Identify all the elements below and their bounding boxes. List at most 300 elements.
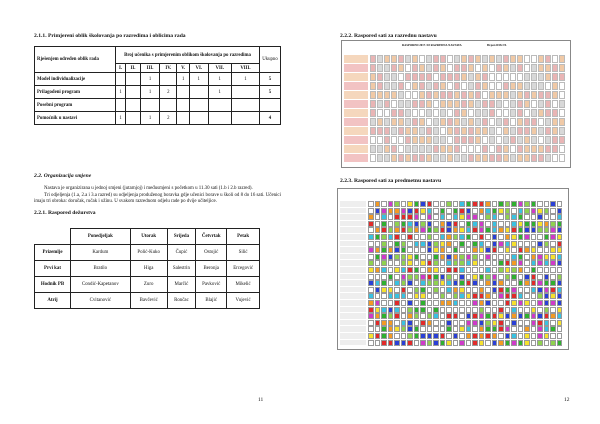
subject-schedule-cell [459, 221, 465, 227]
subject-schedule-cell [420, 221, 426, 227]
subject-schedule-cell [537, 227, 543, 233]
subject-schedule-cell [368, 254, 374, 260]
subject-schedule-cell [446, 340, 452, 346]
class-schedule-cell [503, 154, 509, 162]
subject-schedule-cell [498, 274, 504, 280]
class-schedule-row-label [344, 100, 368, 108]
class-schedule-cell [503, 136, 509, 144]
class-schedule-cell [496, 127, 502, 135]
subject-schedule-cell [550, 241, 556, 247]
subject-schedule-cell [479, 260, 485, 266]
class-schedule-cell [510, 64, 516, 72]
class-schedule-cell [419, 145, 425, 153]
subject-schedule-cell [537, 247, 543, 253]
class-schedule-cell [482, 109, 488, 117]
forms-table-row [35, 73, 281, 86]
subject-schedule-cell [511, 307, 517, 313]
subject-schedule-cell [394, 320, 400, 326]
subject-schedule-cell [485, 340, 491, 346]
subject-schedule-cell [394, 214, 400, 220]
subject-schedule-cell [505, 221, 511, 227]
forms-cell: 1 [140, 112, 159, 125]
subject-schedule-cell [518, 293, 524, 299]
class-schedule-cell [559, 55, 565, 63]
class-schedule-cell [503, 91, 509, 99]
class-schedule-cell [552, 64, 558, 72]
class-schedule-cell [454, 127, 460, 135]
subject-schedule-cell [394, 247, 400, 253]
subject-schedule-cell [531, 201, 537, 207]
subject-schedule-cell [557, 221, 563, 227]
class-schedule-cell [447, 91, 453, 99]
subject-schedule-cell [537, 287, 543, 293]
duty-teacher: Cvitanović [71, 293, 131, 309]
class-schedule-cell [559, 109, 565, 117]
subject-schedule-cell [524, 280, 530, 286]
subject-schedule-cell [524, 293, 530, 299]
class-schedule-cell [440, 154, 446, 162]
subject-schedule-cell [505, 274, 511, 280]
class-schedule-cell [475, 91, 481, 99]
subject-schedule-cell [440, 221, 446, 227]
class-schedule-cell [559, 145, 565, 153]
class-schedule-cell [412, 136, 418, 144]
subject-schedule-cell [394, 241, 400, 247]
subject-schedule-cell [368, 241, 374, 247]
subject-schedule-cell [459, 247, 465, 253]
class-schedule-cell [496, 100, 502, 108]
subject-schedule-row-label [340, 221, 366, 227]
subject-schedule-cell [446, 247, 452, 253]
subject-schedule-cell [453, 267, 459, 273]
subject-schedule-cell [459, 254, 465, 260]
subject-schedule-cell [446, 333, 452, 339]
duty-day-header: Petak [227, 229, 260, 245]
class-schedule-subtitle: Br.pet.2018./19. [487, 43, 507, 47]
class-schedule-row-label [344, 136, 368, 144]
subject-schedule-cell [518, 307, 524, 313]
forms-cell [126, 99, 141, 112]
subject-schedule-cell [433, 208, 439, 214]
subject-schedule-cell [537, 293, 543, 299]
class-schedule-cell [475, 154, 481, 162]
subject-schedule-cell [427, 340, 433, 346]
subject-schedule-cell [498, 300, 504, 306]
subject-schedule-cell [368, 227, 374, 233]
subject-schedule-cell [401, 326, 407, 332]
subject-schedule-cell [498, 260, 504, 266]
subject-schedule-cell [518, 227, 524, 233]
subject-schedule-cell [557, 274, 563, 280]
class-schedule-cell [405, 109, 411, 117]
subject-schedule-cell [550, 287, 556, 293]
class-schedule-cell [440, 82, 446, 90]
class-schedule-cell [426, 64, 432, 72]
subject-schedule-cell [440, 293, 446, 299]
class-schedule-cell [489, 127, 495, 135]
subject-schedule-cell [459, 241, 465, 247]
class-schedule-cell [384, 91, 390, 99]
subject-schedule-row-label [340, 300, 366, 306]
subject-schedule-cell [466, 214, 472, 220]
subject-schedule-cell [433, 326, 439, 332]
subject-schedule-cell [492, 260, 498, 266]
class-schedule-cell [559, 118, 565, 126]
subject-schedule-cell [511, 241, 517, 247]
subject-schedule-cell [550, 227, 556, 233]
subject-schedule-cell [407, 333, 413, 339]
class-schedule-cell [398, 154, 404, 162]
class-schedule-cell [426, 109, 432, 117]
subject-schedule-cell [375, 247, 381, 253]
section-title-2-2-3: 2.2.3. Raspored sati za predmetnu nastavu [340, 178, 442, 184]
class-schedule-cell [482, 118, 488, 126]
subject-schedule-cell [498, 234, 504, 240]
class-schedule-cell [468, 145, 474, 153]
class-schedule-cell [440, 73, 446, 81]
subject-schedule-cell [550, 267, 556, 273]
subject-schedule-cell [550, 274, 556, 280]
class-schedule-cell [559, 91, 565, 99]
subject-schedule-cell [498, 333, 504, 339]
subject-schedule-cell [368, 234, 374, 240]
class-schedule-cell [510, 73, 516, 81]
class-schedule-cell [531, 154, 537, 162]
class-schedule-cell [510, 109, 516, 117]
subject-schedule-cell [407, 274, 413, 280]
duty-teacher: Ostojić [196, 245, 227, 261]
subject-schedule-cell [368, 260, 374, 266]
class-schedule-cell [447, 82, 453, 90]
subject-schedule-cell [401, 300, 407, 306]
subject-schedule-cell [511, 293, 517, 299]
subject-schedule-cell [511, 234, 517, 240]
subject-schedule-cell [440, 326, 446, 332]
subject-schedule-cell [381, 274, 387, 280]
class-schedule-cell [545, 127, 551, 135]
subject-schedule-cell [557, 300, 563, 306]
class-schedule-cell [370, 145, 376, 153]
section-title-2-2-2: 2.2.2. Raspored sati za razrednu nastavu [340, 33, 437, 39]
subject-schedule-cell [440, 274, 446, 280]
class-schedule-cell [370, 82, 376, 90]
subject-schedule-cell [414, 340, 420, 346]
subject-schedule-cell [375, 260, 381, 266]
class-schedule-cell [440, 145, 446, 153]
subject-schedule-cell [407, 313, 413, 319]
subject-schedule-cell [394, 307, 400, 313]
subject-schedule-cell [433, 227, 439, 233]
class-schedule-cell [545, 145, 551, 153]
subject-schedule-cell [466, 300, 472, 306]
subject-schedule-cell [407, 320, 413, 326]
subject-schedule-cell [531, 280, 537, 286]
class-schedule-cell [384, 55, 390, 63]
subject-schedule-cell [459, 208, 465, 214]
class-schedule-cell [440, 100, 446, 108]
subject-schedule-cell [388, 234, 394, 240]
organization-paragraph-1: Nastava je organizirana u jednoj smjeni (jutarnjoj) i međusmjeni s početkom u 11.30 sati (1.b i 2.b razred). [44, 186, 253, 191]
subject-schedule-cell [407, 340, 413, 346]
subject-schedule-cell [427, 300, 433, 306]
subject-schedule-cell [557, 247, 563, 253]
subject-schedule-cell [394, 333, 400, 339]
class-schedule-cell [384, 109, 390, 117]
subject-schedule-cell [550, 313, 556, 319]
subject-schedule-cell [388, 247, 394, 253]
class-schedule-cell [419, 64, 425, 72]
class-schedule-cell [517, 73, 523, 81]
class-schedule-cell [447, 109, 453, 117]
subject-schedule-cell [427, 274, 433, 280]
subject-schedule-cell [401, 254, 407, 260]
class-schedule-cell [370, 127, 376, 135]
class-schedule-cell [538, 55, 544, 63]
class-schedule-cell [454, 145, 460, 153]
class-schedule-cell [370, 100, 376, 108]
subject-schedule-cell [544, 267, 550, 273]
subject-schedule-cell [485, 214, 491, 220]
subject-schedule-cell [440, 280, 446, 286]
forms-cell [126, 86, 141, 99]
duty-teacher: Silić [227, 245, 260, 261]
class-schedule-cell [489, 145, 495, 153]
class-schedule-cell [405, 100, 411, 108]
subject-schedule-cell [479, 340, 485, 346]
subject-schedule-cell [427, 234, 433, 240]
subject-schedule-cell [524, 254, 530, 260]
subject-schedule-cell [531, 214, 537, 220]
subject-schedule-cell [368, 214, 374, 220]
class-schedule-cell [489, 91, 495, 99]
forms-table-row [35, 86, 281, 99]
class-schedule-cell [517, 100, 523, 108]
class-schedule-cell [517, 55, 523, 63]
subject-schedule-cell [407, 293, 413, 299]
subject-schedule-cell [414, 287, 420, 293]
subject-schedule-cell [375, 300, 381, 306]
class-schedule-cell [454, 136, 460, 144]
subject-schedule-cell [440, 254, 446, 260]
subject-schedule-cell [401, 313, 407, 319]
subject-schedule-cell [511, 214, 517, 220]
class-schedule-cell [398, 91, 404, 99]
subject-schedule-cell [485, 307, 491, 313]
subject-schedule-cell [427, 221, 433, 227]
class-schedule-cell [419, 127, 425, 135]
subject-schedule-cell [433, 293, 439, 299]
subject-schedule-cell [524, 307, 530, 313]
subject-schedule-cell [420, 293, 426, 299]
class-schedule-cell [412, 91, 418, 99]
subject-schedule-cell [479, 293, 485, 299]
subject-schedule-cell [485, 227, 491, 233]
subject-schedule-cell [537, 340, 543, 346]
subject-schedule-cell [544, 340, 550, 346]
class-schedule-row-label [344, 55, 368, 63]
section-title-2-1-1: 2.1.1. Primjereni oblik školovanja po razredima i oblicima rada [34, 33, 186, 39]
subject-schedule-cell [420, 241, 426, 247]
class-schedule-cell [391, 64, 397, 72]
subject-schedule-cell [466, 280, 472, 286]
class-schedule-cell [384, 154, 390, 162]
subject-schedule-cell [381, 267, 387, 273]
subject-schedule-cell [518, 313, 524, 319]
subject-schedule-cell [524, 208, 530, 214]
class-schedule-cell [454, 154, 460, 162]
class-schedule-row-label [344, 154, 368, 162]
class-schedule-cell [426, 100, 432, 108]
subject-schedule-cell [537, 280, 543, 286]
subject-teaching-schedule [337, 188, 569, 350]
subject-schedule-cell [401, 287, 407, 293]
subject-schedule-row-label [340, 208, 366, 214]
class-schedule-cell [496, 145, 502, 153]
subject-schedule-cell [388, 208, 394, 214]
subject-schedule-cell [479, 274, 485, 280]
subject-schedule-cell [368, 307, 374, 313]
class-schedule-cell [454, 82, 460, 90]
class-schedule-cell [419, 73, 425, 81]
class-schedule-cell [531, 55, 537, 63]
subject-schedule-cell [427, 267, 433, 273]
subject-schedule-cell [498, 293, 504, 299]
subject-schedule-cell [440, 320, 446, 326]
subject-schedule-cell [505, 307, 511, 313]
subject-schedule-cell [453, 326, 459, 332]
subject-schedule-cell [401, 247, 407, 253]
class-schedule-cell [398, 55, 404, 63]
subject-schedule-cell [472, 221, 478, 227]
class-schedule-cell [370, 118, 376, 126]
class-schedule-cell [552, 136, 558, 144]
class-schedule-cell [398, 73, 404, 81]
forms-table-total-header: Ukupno [260, 47, 281, 73]
duty-day-header: Četvrtak [196, 229, 227, 245]
subject-schedule-cell [388, 214, 394, 220]
subject-schedule-cell [433, 234, 439, 240]
subject-schedule-cell [381, 280, 387, 286]
class-schedule-cell [552, 145, 558, 153]
subject-schedule-cell [485, 320, 491, 326]
subject-schedule-cell [466, 287, 472, 293]
subject-schedule-cell [466, 201, 472, 207]
forms-cell [140, 99, 159, 112]
class-schedule-cell [433, 118, 439, 126]
subject-schedule-cell [544, 234, 550, 240]
forms-cell [126, 112, 141, 125]
class-schedule-cell [468, 55, 474, 63]
subject-schedule-cell [381, 260, 387, 266]
class-schedule-cell [552, 127, 558, 135]
subject-schedule-cell [453, 208, 459, 214]
class-schedule-cell [384, 127, 390, 135]
subject-schedule-cell [401, 267, 407, 273]
subject-schedule-cell [414, 241, 420, 247]
subject-schedule-cell [459, 326, 465, 332]
class-schedule-cell [454, 100, 460, 108]
subject-schedule-cell [407, 254, 413, 260]
subject-schedule-cell [459, 293, 465, 299]
class-schedule-cell [489, 55, 495, 63]
subject-schedule-cell [388, 307, 394, 313]
class-schedule-cell [370, 154, 376, 162]
class-schedule-cell [475, 73, 481, 81]
subject-schedule-cell [401, 227, 407, 233]
subject-schedule-cell [401, 221, 407, 227]
class-schedule-cell [524, 154, 530, 162]
subject-schedule-cell [524, 333, 530, 339]
subject-schedule-cell [531, 247, 537, 253]
subject-schedule-cell [440, 313, 446, 319]
subject-schedule-cell [368, 280, 374, 286]
subject-schedule-cell [433, 274, 439, 280]
class-schedule-cell [440, 118, 446, 126]
subject-schedule-cell [368, 221, 374, 227]
class-schedule-cell [447, 64, 453, 72]
subject-schedule-cell [381, 214, 387, 220]
subject-schedule-cell [472, 280, 478, 286]
class-schedule-cell [538, 136, 544, 144]
class-schedule-cell [482, 136, 488, 144]
subject-schedule-cell [381, 326, 387, 332]
subject-schedule-row-label [340, 274, 366, 280]
subject-schedule-cell [492, 333, 498, 339]
subject-schedule-cell [518, 300, 524, 306]
subject-schedule-cell [427, 293, 433, 299]
subject-schedule-cell [492, 241, 498, 247]
subject-schedule-cell [381, 208, 387, 214]
class-schedule-cell [559, 154, 565, 162]
class-schedule-cell [468, 109, 474, 117]
subject-schedule-cell [453, 201, 459, 207]
class-schedule-cell [531, 82, 537, 90]
class-schedule-cell [538, 145, 544, 153]
class-schedule-cell [391, 145, 397, 153]
class-schedule-cell [482, 154, 488, 162]
subject-schedule-cell [388, 227, 394, 233]
subject-schedule-cell [531, 227, 537, 233]
subject-schedule-cell [485, 326, 491, 332]
subject-schedule-cell [537, 214, 543, 220]
class-schedule-cell [475, 109, 481, 117]
class-schedule-cell [503, 55, 509, 63]
class-schedule-cell [440, 55, 446, 63]
class-schedule-cell [370, 109, 376, 117]
class-schedule-cell [552, 100, 558, 108]
class-schedule-cell [377, 127, 383, 135]
subject-schedule-cell [492, 326, 498, 332]
subject-schedule-cell [420, 267, 426, 273]
subject-schedule-cell [420, 247, 426, 253]
class-schedule-cell [510, 145, 516, 153]
forms-cell [231, 112, 259, 125]
duty-teacher: Condić-Kapetanov [71, 277, 131, 293]
class-schedule-cell [433, 73, 439, 81]
subject-schedule-cell [466, 208, 472, 214]
class-schedule-cell [461, 109, 467, 117]
subject-schedule-cell [453, 274, 459, 280]
subject-schedule-cell [537, 267, 543, 273]
class-schedule-cell [552, 73, 558, 81]
class-schedule-cell [503, 100, 509, 108]
class-schedule-cell [517, 64, 523, 72]
subject-schedule-row-label [340, 234, 366, 240]
subject-schedule-cell [401, 241, 407, 247]
organization-text [34, 186, 284, 206]
class-schedule-cell [545, 64, 551, 72]
subject-schedule-cell [446, 221, 452, 227]
